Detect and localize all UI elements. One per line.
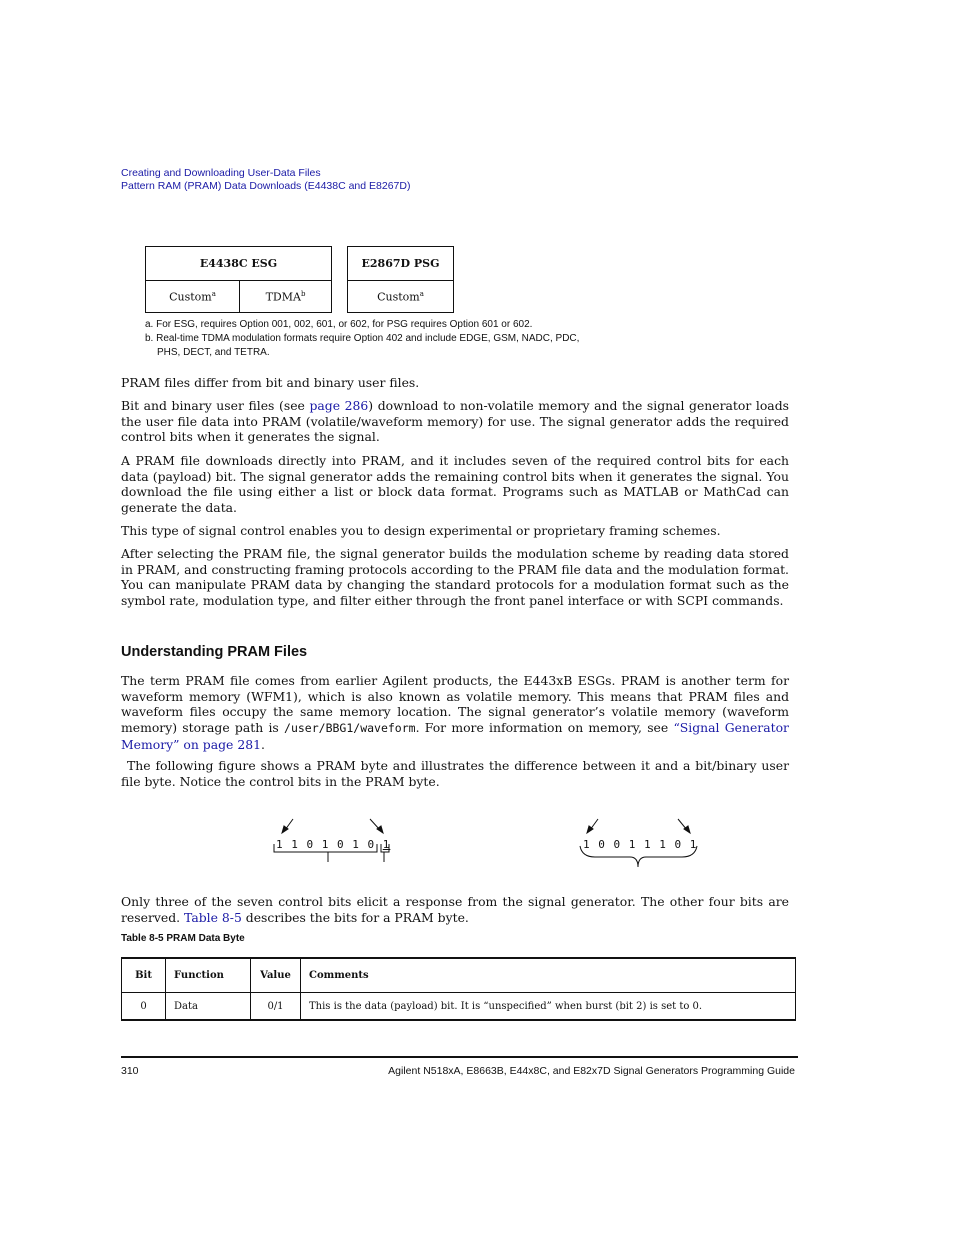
footnote-b: b. Real-time TDMA modulation formats require Option 402 and include EDGE, GSM, NADC, PDC, [145, 333, 580, 344]
header-function: Function [166, 958, 251, 993]
storage-path: /user/BBG1/waveform [284, 721, 416, 736]
footnote-a: a. For ESG, requires Option 001, 002, 601, or 602, for PSG requires Option 601 or 602. [145, 319, 533, 330]
esg-header: E4438C ESG [146, 247, 332, 281]
paragraph-following-figure: The following figure shows a PRAM byte and illustrates the difference between it and a bit/binary user file byte. Notice the control bits in the PRAM byte. [121, 758, 789, 789]
header-value: Value [251, 958, 301, 993]
psg-custom-cell: Custom$^a$ [348, 281, 454, 313]
pram-byte-bits: 1 1 0 1 0 1 0 1 [276, 838, 391, 851]
cell-bit: 0 [122, 993, 166, 1021]
cell-value: 0/1 [251, 993, 301, 1021]
footer-title: Agilent N518xA, E8663B, E44x8C, and E82x7D Signal Generators Programming Guide [388, 1065, 795, 1077]
cell-function: Data [166, 993, 251, 1021]
paragraph-pram-download: A PRAM file downloads directly into PRAM, and it includes seven of the required control bits for each data (payload) bit. The signal generator adds the remaining control bits when it generates the signal. You download the file using either a list or block data format. Programs such as MATLAB or MathCad can generate the data. [121, 453, 789, 516]
header-bit: Bit [122, 958, 166, 993]
page-286-link[interactable]: page 286 [309, 398, 369, 413]
footer-rule [121, 1056, 798, 1058]
header-comments: Comments [301, 958, 796, 993]
table-row [122, 993, 796, 1021]
psg-options-table [347, 246, 454, 313]
breadcrumb-chapter[interactable]: Creating and Downloading User-Data Files [121, 167, 321, 179]
esg-custom-cell: Custom$^a$ [146, 281, 240, 313]
section-heading: Understanding PRAM Files [121, 644, 308, 660]
paragraph-signal-control: This type of signal control enables you to design experimental or proprietary framing schemes. [121, 523, 721, 538]
breadcrumb-section[interactable]: Pattern RAM (PRAM) Data Downloads (E4438C and E8267D) [121, 180, 411, 192]
esg-tdma-cell: TDMA$^b$ [240, 281, 332, 313]
paragraph-bit-binary: Bit and binary user files (see page 286) download to non-volatile memory and the signal generator loads the user file data into PRAM (volatile/waveform memory) for use. The signal generator adds the required control bits when it generates the signal. [121, 398, 789, 445]
pram-data-byte-table [121, 957, 796, 1021]
signal-generator-memory-link[interactable]: “Signal Generator Memory” on page 281 [121, 720, 789, 752]
page-number: 310 [121, 1065, 139, 1077]
psg-header: E2867D PSG [348, 247, 454, 281]
footnote-b-cont: PHS, DECT, and TETRA. [157, 347, 270, 358]
paragraph-pram-differ: PRAM files differ from bit and binary user files. [121, 375, 420, 390]
table-header-row [122, 958, 796, 993]
paragraph-control-bits: Only three of the seven control bits elicit a response from the signal generator. The other four bits are reserved. Table 8-5 describes the bits for a PRAM byte. [121, 894, 789, 925]
table-8-5-link[interactable]: Table 8-5 [184, 909, 242, 925]
footnotes [145, 318, 745, 360]
esg-options-table [145, 246, 332, 313]
cell-comments: This is the data (payload) bit. It is “unspecified” when burst (bit 2) is set to 0. [301, 993, 796, 1021]
user-byte-bits: 1 0 0 1 1 1 0 1 [583, 838, 698, 851]
table-caption: Table 8-5 PRAM Data Byte [121, 933, 245, 944]
paragraph-after-selecting: After selecting the PRAM file, the signal generator builds the modulation scheme by reading data stored in PRAM, and constructing framing protocols according to the PRAM file data and the modulation format. You can manipulate PRAM data by changing the standard protocols for a modulation format such as the symbol rate, modulation type, and filter either through the front panel interface or with SCPI commands. [121, 546, 789, 609]
paragraph-term-pram: The term PRAM file comes from earlier Agilent products, the E443xB ESGs. PRAM is another term for waveform memory (WFM1), which is also known as volatile memory. This means that PRAM files and waveform files occupy the same memory location. The signal generator’s volatile memory (waveform memory) storage path is /user/BBG1/waveform. For more information on memory, see “Signal Generator Memory” on page 281. [121, 673, 789, 752]
breadcrumb [121, 167, 410, 193]
